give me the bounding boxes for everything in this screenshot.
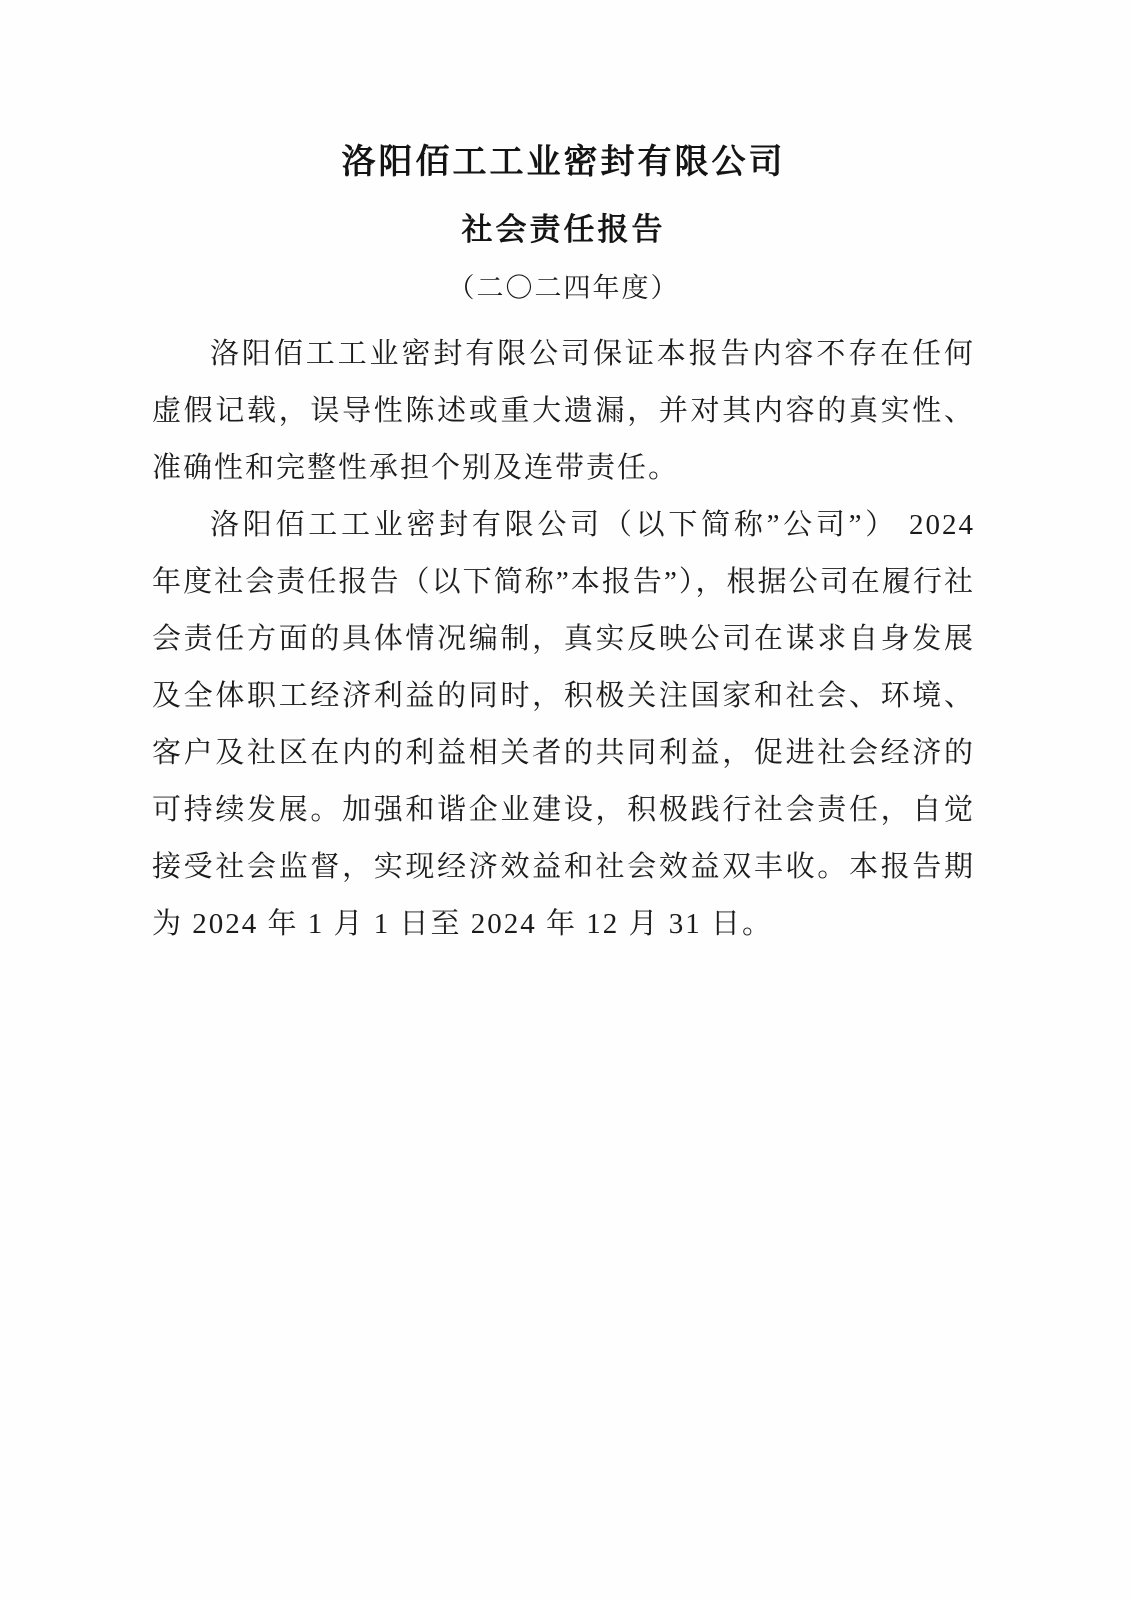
report-title: 社会责任报告 <box>461 212 666 247</box>
document-body <box>152 326 975 953</box>
paragraph-liability-declaration: 洛阳佰工工业密封有限公司保证本报告内容不存在任何虚假记载，误导性陈述或重大遗漏，并对其内容的真实性、准确性和完整性承担个别及连带责任。 <box>152 338 975 484</box>
report-period-line: （二〇二四年度） <box>447 273 680 303</box>
company-name-title: 洛阳佰工工业密封有限公司 <box>341 144 786 181</box>
paragraph-report-overview: 洛阳佰工工业密封有限公司（以下简称”公司”） 2024 年度社会责任报告（以下简称”本报告”），根据公司在履行社会责任方面的具体情况编制，真实反映公司在谋求自身发展及全体职工经济利益的同时，积极关注国家和社会、环境、客户及社区在内的利益相关者的共同利益，促进社会经济的可持续发展。加强和谐企业建设，积极践行社会责任，自觉接受社会监督，实现经济效益和社会效益双丰收。本报告期为 2024 年 1 月 1 日至 2024 年 12 月 31 日。 <box>152 509 975 940</box>
